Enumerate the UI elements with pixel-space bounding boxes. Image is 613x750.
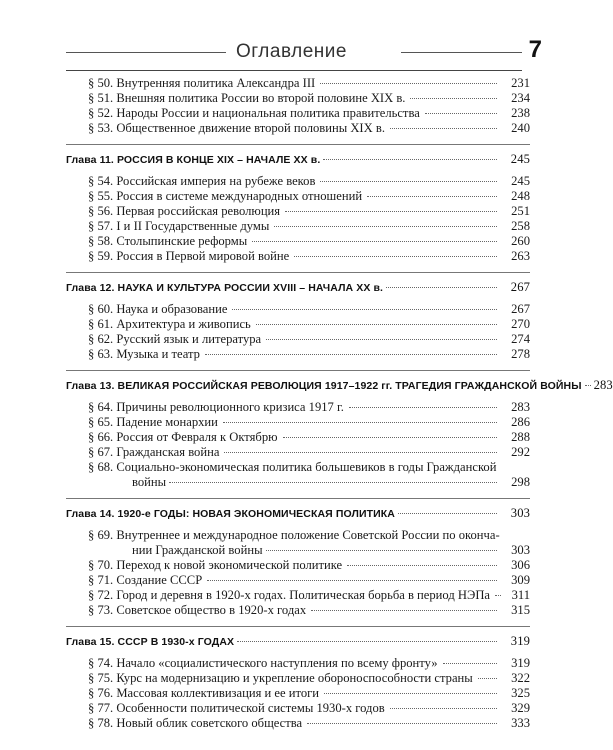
page-number: 7	[528, 36, 542, 63]
dot-leader	[252, 241, 497, 242]
entry-title: § 52. Народы России и национальная политика правительства	[88, 106, 420, 120]
header-rule-left	[66, 52, 226, 53]
chapter-row[interactable]	[66, 377, 613, 393]
dot-leader	[266, 339, 497, 340]
entry-page: 245	[511, 174, 530, 188]
entry-title: § 53. Общественное движение второй половины XIX в.	[88, 121, 385, 135]
dot-leader	[349, 407, 497, 408]
dot-leader	[285, 211, 497, 212]
entry-page: 311	[511, 588, 530, 602]
entry-page: 231	[511, 76, 530, 90]
entry-title: § 61. Архитектура и живопись	[88, 317, 251, 331]
entry-page: 315	[511, 603, 530, 617]
entry-page: 303	[511, 543, 530, 557]
toc-entry[interactable]	[88, 460, 530, 490]
toc-entry[interactable]	[88, 671, 530, 686]
entry-title: § 64. Причины революционного кризиса 1917 г.	[88, 400, 344, 414]
toc-entry[interactable]	[88, 430, 530, 445]
dot-leader	[443, 663, 497, 664]
dot-leader	[294, 256, 497, 257]
toc-entry[interactable]	[88, 189, 530, 204]
table-of-contents	[66, 76, 613, 731]
toc-entry[interactable]	[88, 415, 530, 430]
toc-entry[interactable]	[88, 701, 530, 716]
page-title: Оглавление	[236, 41, 347, 62]
entry-title: § 74. Начало «социалистического наступления по всему фронту»	[88, 656, 438, 670]
chapter-page: 319	[510, 634, 530, 648]
chapter-row[interactable]	[66, 279, 530, 295]
dot-leader	[398, 513, 497, 514]
dot-leader	[223, 422, 497, 423]
chapter-row[interactable]	[66, 633, 530, 649]
dot-leader	[386, 287, 497, 288]
entry-title: § 65. Падение монархии	[88, 415, 218, 429]
entry-title: § 68. Социально-экономическая политика большевиков в годы Гражданской	[88, 460, 497, 474]
dot-leader	[347, 565, 497, 566]
entry-page: 319	[511, 656, 530, 670]
entry-continuation	[88, 475, 530, 490]
header-rule-bottom	[66, 70, 522, 71]
chapter-page: 283	[593, 378, 613, 392]
dot-leader	[283, 437, 497, 438]
entry-title: § 62. Русский язык и литература	[88, 332, 262, 346]
entry-title: § 60. Наука и образование	[88, 302, 228, 316]
entry-continuation	[88, 543, 530, 558]
toc-entry[interactable]	[88, 445, 530, 460]
entry-page: 322	[511, 671, 530, 685]
dot-leader	[390, 128, 497, 129]
toc-entry[interactable]	[88, 400, 530, 415]
dot-leader	[307, 723, 497, 724]
chapter-title: Глава 13. ВЕЛИКАЯ РОССИЙСКАЯ РЕВОЛЮЦИЯ 1917–1922 гг. ТРАГЕДИЯ ГРАЖДАНСКОЙ ВОЙНЫ	[66, 380, 582, 392]
dot-leader	[232, 309, 497, 310]
entry-page: 251	[511, 204, 530, 218]
entry-page: 258	[511, 219, 530, 233]
entry-title-continued: войны	[132, 475, 167, 489]
page-header	[66, 36, 542, 72]
dot-leader	[320, 83, 497, 84]
dot-leader	[237, 641, 497, 642]
entry-title: § 75. Курс на модернизацию и укрепление обороноспособности страны	[88, 671, 473, 685]
toc-entry[interactable]	[88, 716, 530, 731]
chapter-row[interactable]	[66, 151, 530, 167]
chapter-title: Глава 11. РОССИЯ В КОНЦЕ XIX – НАЧАЛЕ XX в.	[66, 154, 321, 166]
entry-title: § 51. Внешняя политика России во второй половине XIX в.	[88, 91, 406, 105]
entry-title: § 72. Город и деревня в 1920-х годах. Политическая борьба в период НЭПа	[88, 588, 491, 602]
toc-entry[interactable]	[88, 558, 530, 573]
dot-leader	[585, 385, 591, 386]
chapter-page: 267	[510, 280, 530, 294]
entry-page: 329	[511, 701, 530, 715]
toc-entry[interactable]	[88, 121, 530, 136]
entry-page: 325	[511, 686, 530, 700]
entry-page: 292	[511, 445, 530, 459]
dot-leader	[410, 98, 497, 99]
entry-title: § 55. Россия в системе международных отношений	[88, 189, 363, 203]
entry-page: 240	[511, 121, 530, 135]
chapter-title: Глава 15. СССР В 1930-х ГОДАХ	[66, 636, 235, 648]
entry-page: 298	[511, 475, 530, 489]
dot-leader	[224, 452, 497, 453]
dot-leader	[390, 708, 497, 709]
entry-title-continued: нии Гражданской войны	[132, 543, 263, 557]
entry-page: 238	[511, 106, 530, 120]
toc-entry[interactable]	[88, 317, 530, 332]
entry-page: 274	[511, 332, 530, 346]
entry-page: 286	[511, 415, 530, 429]
toc-entry[interactable]	[88, 332, 530, 347]
toc-entry[interactable]	[88, 106, 530, 121]
entry-title: § 56. Первая российская революция	[88, 204, 281, 218]
entry-page: 270	[511, 317, 530, 331]
entry-page: 306	[511, 558, 530, 572]
dot-leader	[311, 610, 497, 611]
entry-page: 288	[511, 430, 530, 444]
toc-entry[interactable]	[88, 219, 530, 234]
toc-entry[interactable]	[88, 234, 530, 249]
entry-title: § 77. Особенности политической системы 1930-х годов	[88, 701, 385, 715]
header-rule-right	[401, 52, 522, 53]
toc-entry[interactable]	[88, 656, 530, 671]
dot-leader	[320, 181, 497, 182]
dot-leader	[274, 226, 497, 227]
dot-leader	[205, 354, 497, 355]
dot-leader	[169, 482, 497, 483]
toc-entry[interactable]	[88, 204, 530, 219]
dot-leader	[323, 159, 497, 160]
chapter-row[interactable]	[66, 505, 530, 521]
entry-title: § 70. Переход к новой экономической политике	[88, 558, 343, 572]
entry-title: § 57. I и II Государственные думы	[88, 219, 270, 233]
dot-leader	[266, 550, 497, 551]
toc-entry[interactable]	[88, 603, 530, 618]
dot-leader	[256, 324, 497, 325]
toc-entry[interactable]	[88, 302, 530, 317]
entry-title: § 63. Музыка и театр	[88, 347, 200, 361]
toc-entry[interactable]	[88, 588, 530, 603]
toc-entry[interactable]	[88, 573, 530, 588]
entry-title: § 78. Новый облик советского общества	[88, 716, 303, 730]
entry-page: 309	[511, 573, 530, 587]
entry-title: § 66. Россия от Февраля к Октябрю	[88, 430, 278, 444]
toc-entry[interactable]	[88, 76, 530, 91]
entry-page: 263	[511, 249, 530, 263]
dot-leader	[495, 595, 501, 596]
toc-entry[interactable]	[88, 91, 530, 106]
toc-entry[interactable]	[88, 249, 530, 264]
entry-title: § 76. Массовая коллективизация и ее итоги	[88, 686, 320, 700]
toc-entry[interactable]	[88, 686, 530, 701]
entry-page: 234	[511, 91, 530, 105]
dot-leader	[324, 693, 497, 694]
entry-title: § 67. Гражданская война	[88, 445, 220, 459]
dot-leader	[425, 113, 497, 114]
entry-title: § 71. Создание СССР	[88, 573, 203, 587]
chapter-title: Глава 14. 1920-е ГОДЫ: НОВАЯ ЭКОНОМИЧЕСКАЯ ПОЛИТИКА	[66, 508, 395, 520]
entry-title: § 73. Советское общество в 1920-х годах	[88, 603, 307, 617]
chapter-page: 245	[510, 152, 530, 166]
entry-title: § 54. Российская империя на рубеже веков	[88, 174, 316, 188]
dot-leader	[207, 580, 497, 581]
dot-leader	[478, 678, 497, 679]
dot-leader	[367, 196, 497, 197]
toc-entry[interactable]	[88, 174, 530, 189]
entry-page: 283	[511, 400, 530, 414]
entry-page: 248	[511, 189, 530, 203]
entry-title: § 58. Столыпинские реформы	[88, 234, 248, 248]
entry-page: 278	[511, 347, 530, 361]
entry-title: § 50. Внутренняя политика Александра III	[88, 76, 316, 90]
toc-entry[interactable]	[88, 347, 530, 362]
toc-entry[interactable]	[88, 528, 530, 558]
entry-page: 267	[511, 302, 530, 316]
chapter-title: Глава 12. НАУКА И КУЛЬТУРА РОССИИ XVIII – НАЧАЛА XX в.	[66, 282, 384, 294]
entry-page: 260	[511, 234, 530, 248]
entry-title: § 59. Россия в Первой мировой войне	[88, 249, 290, 263]
entry-title: § 69. Внутреннее и международное положение Советской России по оконча-	[88, 528, 500, 542]
entry-page: 333	[511, 716, 530, 730]
chapter-page: 303	[510, 506, 530, 520]
